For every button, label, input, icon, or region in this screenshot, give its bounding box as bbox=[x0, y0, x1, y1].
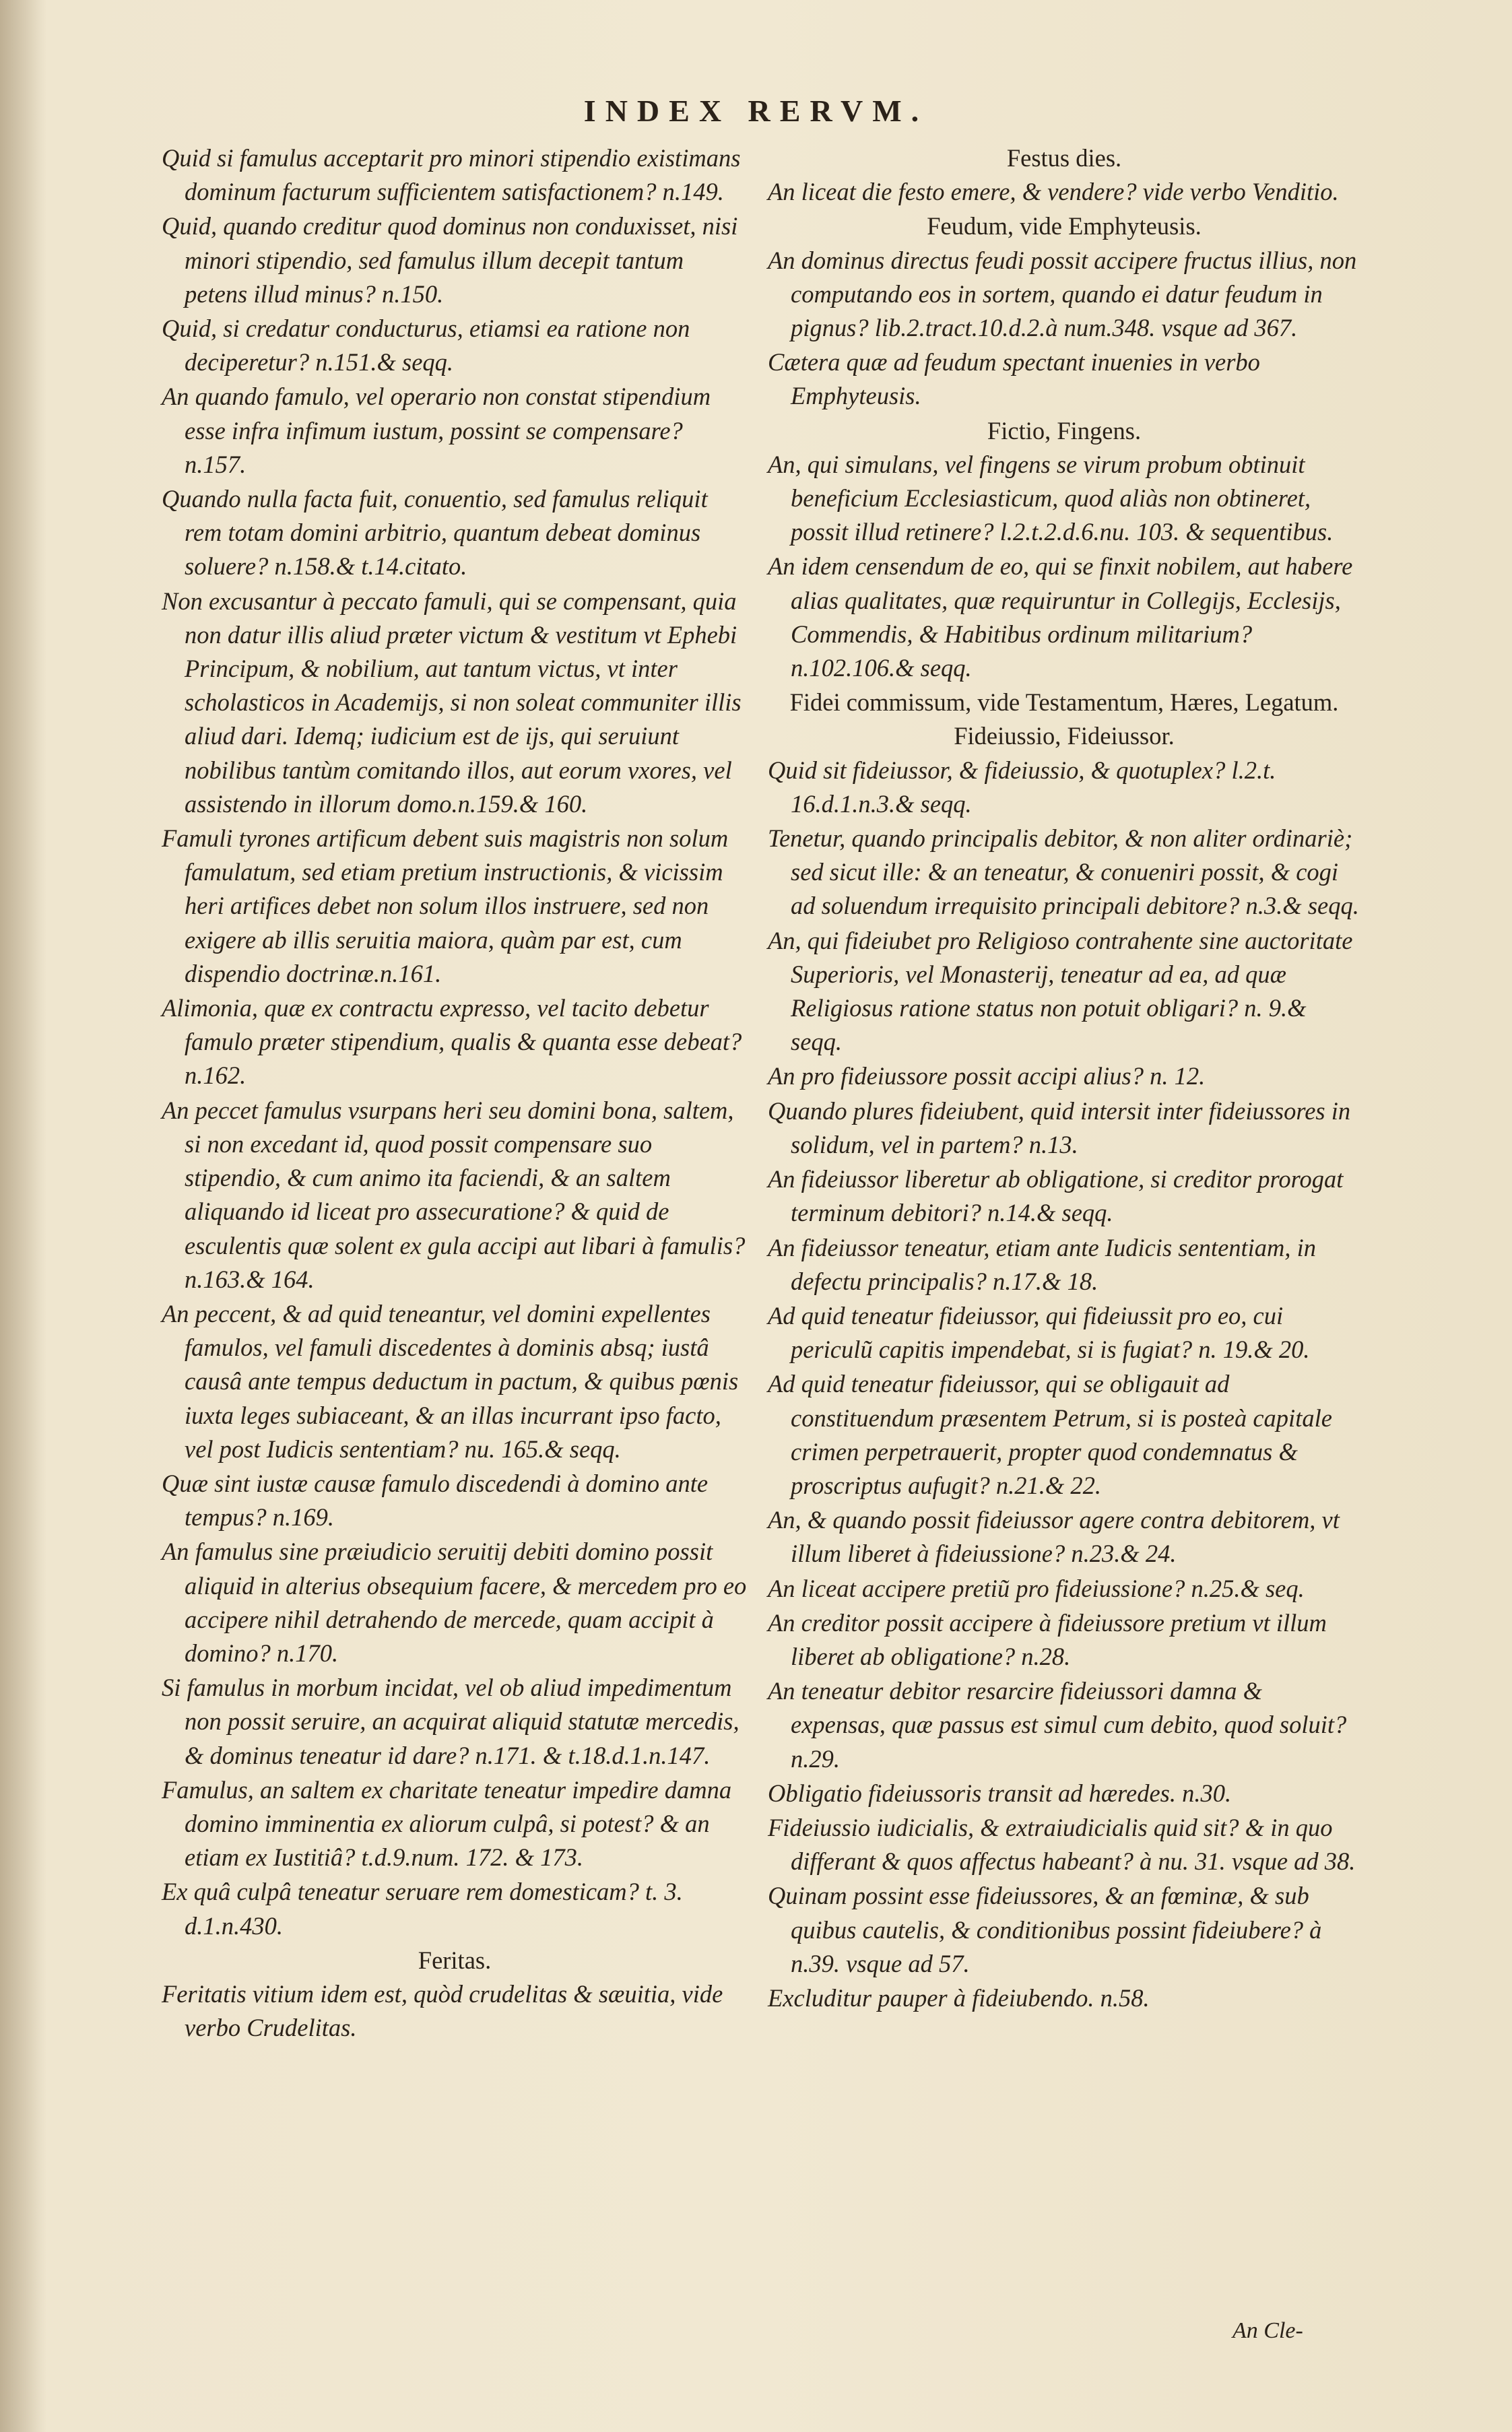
index-entry: An dominus directus feudi possit accipere fructus illius, non computando eos in sortem, quando ei datur feudum in pignus? lib.2.tract.10.d.2.à num.348. vsque ad 367. bbox=[768, 246, 1357, 342]
index-entry: Famulus, an saltem ex charitate teneatur impedire damna domino imminentia ex aliorum culpâ, si potest? & an etiam ex Iustitiâ? t.d.9.num. 172. & 173. bbox=[162, 1775, 732, 1872]
index-entry: An, & quando possit fideiussor agere contra debitorem, vt illum liberet à fideiussione? n.23.& 24. bbox=[768, 1506, 1340, 1568]
index-entry: Famuli tyrones artificum debent suis magistris non solum famulatum, sed etiam pretium instructionis, & vicissim heri artifices debet non solum illos instruere, sed non exigere ab illis seruitia maiora, quàm par est, cum dispendio doctrinæ.n.161. bbox=[162, 824, 729, 987]
index-entry: An fideiussor liberetur ab obligatione, si creditor prorogat terminum debitori? n.14.& seqq. bbox=[768, 1165, 1344, 1227]
index-entry: An liceat die festo emere, & vendere? vide verbo Venditio. bbox=[768, 178, 1339, 206]
index-entry: An creditor possit accipere à fideiussore pretium vt illum liberet ab obligatione? n.28. bbox=[768, 1608, 1327, 1670]
index-entry: Quid si famulus acceptarit pro minori stipendio existimans dominum facturum sufficientem satisfactionem? n.149. bbox=[162, 144, 741, 206]
index-entry: An liceat accipere pretiũ pro fideiussione? n.25.& seq. bbox=[768, 1574, 1305, 1602]
index-entry: Quæ sint iustæ causæ famulo discedendi à domino ante tempus? n.169. bbox=[162, 1469, 709, 1532]
index-entry: Cætera quæ ad feudum spectant inuenies in verbo Emphyteusis. bbox=[768, 348, 1260, 410]
index-entry: Ad quid teneatur fideiussor, qui fideiussit pro eo, cui periculũ capitis impendebat, si is fugiat? n. 19.& 20. bbox=[768, 1301, 1310, 1364]
index-entry: Quid, si credatur conducturus, etiamsi ea ratione non deciperetur? n.151.& seqq. bbox=[162, 315, 690, 376]
index-entry: An fideiussor teneatur, etiam ante Iudicis sententiam, in defectu principalis? n.17.& 18. bbox=[768, 1233, 1317, 1295]
index-heading: Feudum, vide Emphyteusis. bbox=[927, 212, 1202, 240]
index-entry: Quinam possint esse fideiussores, & an fœminæ, & sub quibus cautelis, & conditionibus possint fideiubere? à n.39. vsque ad 57. bbox=[768, 1882, 1322, 1977]
running-header: INDEX RERVM. bbox=[583, 94, 929, 128]
index-heading: Fictio, Fingens. bbox=[987, 416, 1142, 445]
index-entry: Fideiussio iudicialis, & extraiudicialis quid sit? & in quo differant & quos affectus habeant? à nu. 31. vsque ad 38. bbox=[768, 1813, 1356, 1876]
index-entry: An pro fideiussore possit accipi alius? n. 12. bbox=[768, 1062, 1206, 1090]
index-entry: Quid sit fideiussor, & fideiussio, & quotuplex? l.2.t. 16.d.1.n.3.& seqq. bbox=[768, 756, 1276, 818]
index-entry: Feritatis vitium idem est, quòd crudelitas & sæuitia, vide verbo Crudelitas. bbox=[162, 1979, 723, 2042]
index-entry: An peccent, & ad quid teneantur, vel domini expellentes famulos, vel famuli discedentes à dominis absq; iustâ causâ ante tempus deductum in pactum, & quibus pœnis iuxta leges subiaceant, & an illas incurrant ipso facto, vel post Iudicis sententiam? nu. 165.& seqq. bbox=[162, 1299, 739, 1463]
index-entry: Alimonia, quæ ex contractu expresso, vel tacito debetur famulo præter stipendium, qualis & quanta esse debeat? n.162. bbox=[162, 994, 742, 1090]
index-heading: Fidei commissum, vide Testamentum, Hæres, Legatum. bbox=[789, 688, 1339, 717]
index-entry: Obligatio fideiussoris transit ad hæredes. n.30. bbox=[768, 1779, 1232, 1807]
index-heading: Fideiussio, Fideiussor. bbox=[954, 722, 1175, 750]
index-entry: Tenetur, quando principalis debitor, & non aliter ordinariè; sed sicut ille: & an teneatur, & conueniri possit, & cogi ad soluendum irrequisito principali debitore? n.3.& seqq. bbox=[768, 824, 1359, 920]
index-entry: An teneatur debitor resarcire fideiussori damna & expensas, quæ passus est simul cum debito, quod soluit? n.29. bbox=[768, 1677, 1347, 1773]
index-entry: An quando famulo, vel operario non constat stipendium esse infra infimum iustum, possint se compensare? n.157. bbox=[162, 383, 711, 478]
index-entry: An idem censendum de eo, qui se finxit nobilem, aut habere alias qualitates, quæ requiruntur in Collegijs, Ecclesijs, Commendis, & Habitibus ordinum militarium? n.102.106.& seqq. bbox=[768, 552, 1353, 682]
index-entry: Quid, quando creditur quod dominus non conduxisset, nisi minori stipendio, sed famulus illum decepit tantum petens illud minus? n.150. bbox=[162, 212, 738, 308]
index-entry: An, qui simulans, vel fingens se virum probum obtinuit beneficium Ecclesiasticum, quod aliàs non obtineret, possit illud retinere? l.2.t.2.d.6.nu. 103. & sequentibus. bbox=[768, 450, 1334, 546]
index-entry: Quando plures fideiubent, quid intersit inter fideiussores in solidum, vel in partem? n.13. bbox=[768, 1096, 1351, 1158]
index-entry: An peccet famulus vsurpans heri seu domini bona, saltem, si non excedant id, quod possit compensare suo stipendio, & cum animo ita faciendi, & an saltem aliquando id liceat pro assecuratione? & quid de esculentis quæ solent ex gula accipi aut libari à famulis? n.163.& 164. bbox=[162, 1096, 746, 1293]
index-entry: Excluditur pauper à fideiubendo. n.58. bbox=[768, 1983, 1150, 2012]
catchword: An Cle- bbox=[1232, 2318, 1303, 2343]
index-heading: Festus dies. bbox=[1006, 144, 1122, 172]
gutter-shadow bbox=[0, 0, 47, 2432]
index-entry: Quando nulla facta fuit, conuentio, sed famulus reliquit rem totam domini arbitrio, quantum debeat dominus soluere? n.158.& t.14.citato. bbox=[162, 485, 708, 581]
index-entry: Ad quid teneatur fideiussor, qui se obligauit ad constituendum præsentem Petrum, si is posteà capitale crimen perpetrauerit, propter quod condemnatus & proscriptus aufugit? n.21.& 22. bbox=[768, 1370, 1332, 1499]
index-entry: Si famulus in morbum incidat, vel ob aliud impedimentum non possit seruire, an acquirat aliquid statutæ mercedis, & dominus teneatur id dare? n.171. & t.18.d.1.n.147. bbox=[162, 1674, 739, 1769]
right-column bbox=[768, 141, 1360, 2016]
index-entry: Ex quâ culpâ teneatur seruare rem domesticam? t. 3. d.1.n.430. bbox=[162, 1878, 683, 1940]
index-entry: An famulus sine præiudicio seruitij debiti domino possit aliquid in alterius obsequium facere, & mercedem pro eo accipere nihil detrahendo de mercede, quam accipit à domino? n.170. bbox=[162, 1538, 747, 1667]
index-heading: Feritas. bbox=[418, 1946, 492, 1974]
left-column bbox=[162, 141, 748, 2045]
index-entry: Non excusantur à peccato famuli, qui se compensant, quia non datur illis aliud præter victum & vestitum vt Ephebi Principum, & nobilium, aut tantum victus, vt inter scholasticos in Academijs, si non soleat communiter illis aliud dari. Idemq; iudicium est de ijs, qui seruiunt nobilibus tantùm comitando illos, aut eorum vxores, vel assistendo in illorum domo.n.159.& 160. bbox=[162, 587, 742, 818]
index-entry: An, qui fideiubet pro Religioso contrahente sine auctoritate Superioris, vel Monasterij, teneatur ad ea, ad quæ Religiosus ratione status non potuit obligari? n. 9.& seqq. bbox=[768, 926, 1353, 1056]
